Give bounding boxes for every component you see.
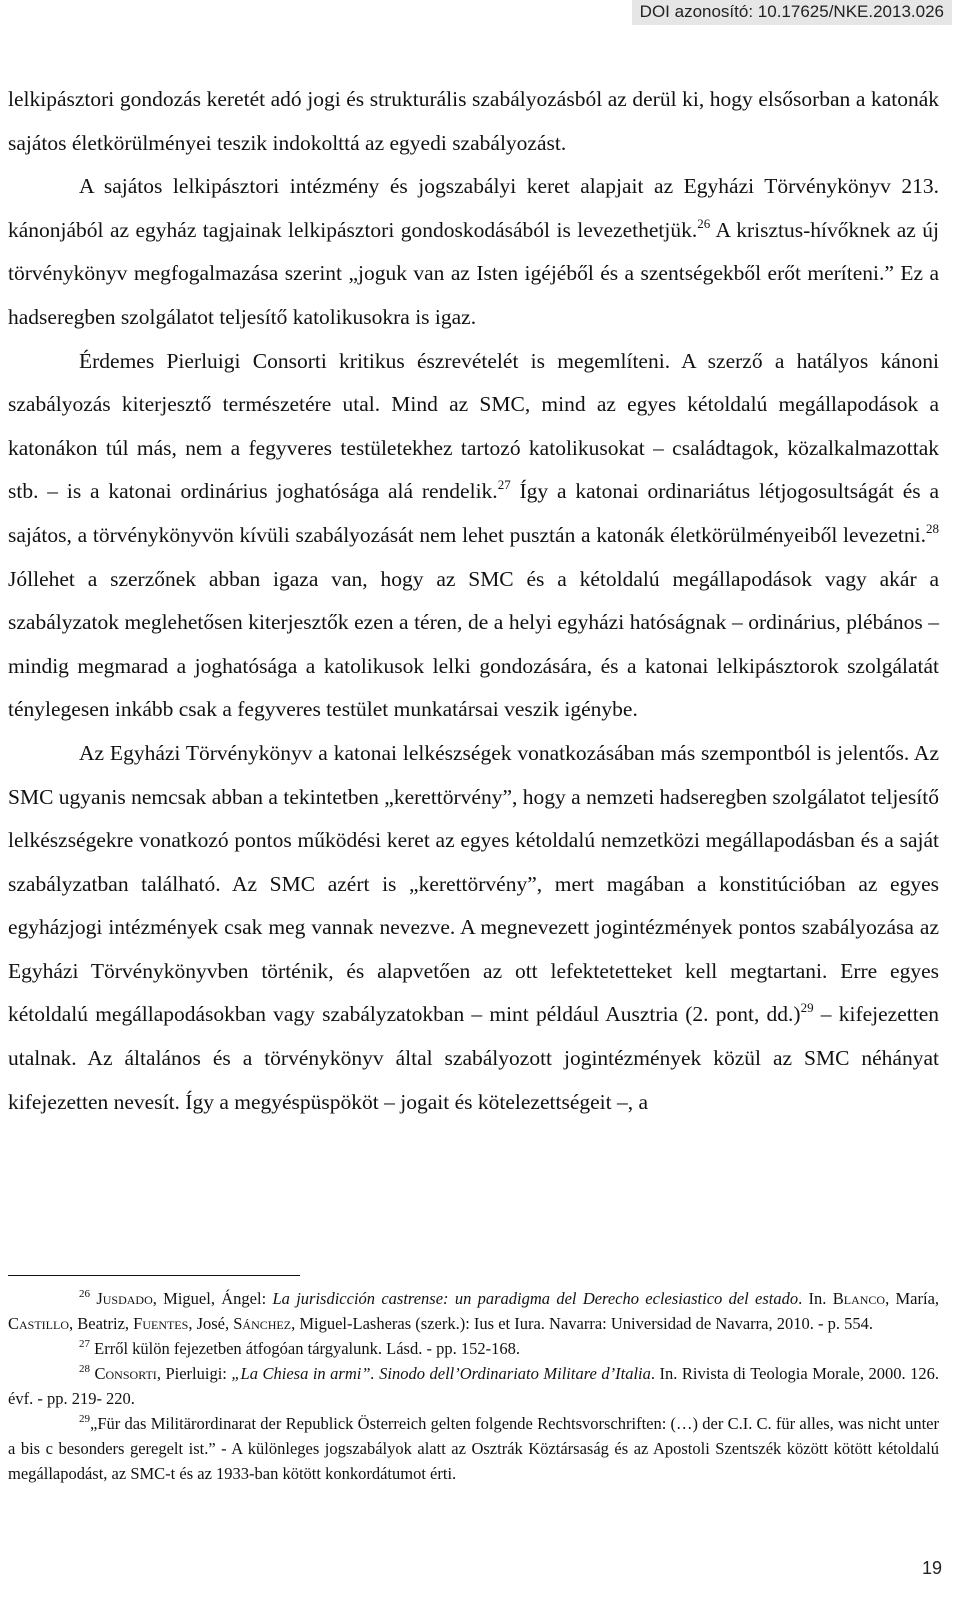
footnote-ref-26[interactable]: 26 [697, 215, 711, 231]
footnote-ref-27[interactable]: 27 [497, 477, 511, 493]
footnote-separator [8, 1275, 300, 1276]
paragraph-2: A sajátos lelkipásztori intézmény és jogszabályi keret alapjait az Egyházi Törvénykönyv 213. kánonjából az egyház tagjainak lelkipásztori gondoskodásából is levezethetjük.$^{26}$ A krisztus-hívőknek az új törvénykönyv megfogalmazása szerint „joguk van az Isten igéjéből és a szentségekből erőt meríteni.” Ez a hadseregben szolgálatot teljesítő katolikusokra is igaz. [8, 174, 939, 329]
body-text [8, 78, 939, 1124]
footnote-28: $^{28}$ Consorti, Pierluigi: „La Chiesa in armi”. Sinodo dell’Ordinariato Militare d’Italia. In. Rivista di Teologia Morale, 2000. 126. évf. - pp. 219- 220. [8, 1363, 939, 1408]
doi-label: DOI azonosító: 10.17625/NKE.2013.026 [632, 0, 952, 25]
page-number: 19 [921, 1558, 942, 1578]
paragraph-4: Az Egyházi Törvénykönyv a katonai lelkészségek vonatkozásában más szempontból is jelentős. Az SMC ugyanis nemcsak abban a tekintetben „kerettörvény”, hogy a nemzeti hadseregben szolgálatot teljesítő lelkészségekre vonatkozó pontos működési keret az egyes kétoldalú nemzetközi megállapodásban és a saját szabályzatban található. Az SMC azért is „kerettörvény”, mert magában a konstitúcióban az egyes egyházjogi intézmények csak meg vannak nevezve. A megnevezett jogintézmények pontos szabályozása az Egyházi Törvénykönyvben történik, és alapvetően az ott lefektetetteket kell megtartani. Erre egyes kétoldalú megállapodásokban vagy szabályzatokban – mint például Ausztria (2. pont, dd.)$^{29}$ – kifejezetten utalnak. Az általános és a törvénykönyv által szabályozott jogintézmények közül az SMC néhányat kifejezetten nevesít. Így a megyéspüspököt – jogait és kötelezettségeit –, a [8, 740, 939, 1114]
footnote-29: $^{29}$„Für das Militärordinarat der Republick Österreich gelten folgende Rechtsvorschriften: (…) der C.I. C. für alles, was nicht unter a bis c besonders geregelt ist.” - A különleges jogszabályok alatt az Osztrák Köztársaság és az Apostoli Szentszék között kötött kétoldalú megállapodást, az SMC-t és az 1933-ban kötött konkordátumot érti. [8, 1413, 939, 1483]
footnote-27: $^{27}$ Erről külön fejezetben átfogóan tárgyalunk. Lásd. - pp. 152-168. [79, 1338, 520, 1358]
paragraph-3: Érdemes Pierluigi Consorti kritikus észrevételét is megemlíteni. A szerző a hatályos kánoni szabályozás kiterjesztő természetére utal. Mind az SMC, mind az egyes kétoldalú megállapodások a katonákon túl más, nem a fegyveres testületekhez tartozó katolikusokat – családtagok, közalkalmazottak stb. – is a katonai ordinárius joghatósága alá rendelik.$^{27}$ Így a katonai ordinariátus létjogosultságát és a sajátos, a törvénykönyvön kívüli szabályozását nem lehet pusztán a katonák életkörülményeiből levezetni.$^{28}$ Jóllehet a szerzőnek abban igaza van, hogy az SMC és a kétoldalú megállapodások vagy akár a szabályzatok meglehetősen kiterjesztők ezen a téren, de a helyi egyházi hatóságnak – ordinárius, plébános – mindig megmarad a joghatósága a katolikusok lelki gondozására, és a katonai lelkipásztorok szolgálatát ténylegesen inkább csak a fegyveres testület munkatársai veszik igénybe. [8, 348, 940, 722]
footnote-26: $^{26}$ Jusdado, Miguel, Ángel: La jurisdicción castrense: un paradigma del Derecho eclesiastico del estado. In. Blanco, María, Castillo, Beatriz, Fuentes, José, Sánchez, Miguel-Lasheras (szerk.): Ius et Iura. Navarra: Universidad de Navarra, 2010. - p. 554. [8, 1288, 940, 1333]
footnote-ref-29[interactable]: 29 [800, 1000, 814, 1016]
footnotes [8, 1286, 939, 1486]
paragraph-1: lelkipásztori gondozás keretét adó jogi és strukturális szabályozásból az derül ki, hogy elsősorban a katonák sajátos életkörülményei teszik indokolttá az egyedi szabályozást. [8, 87, 939, 155]
footnote-ref-28[interactable]: 28 [926, 520, 939, 536]
